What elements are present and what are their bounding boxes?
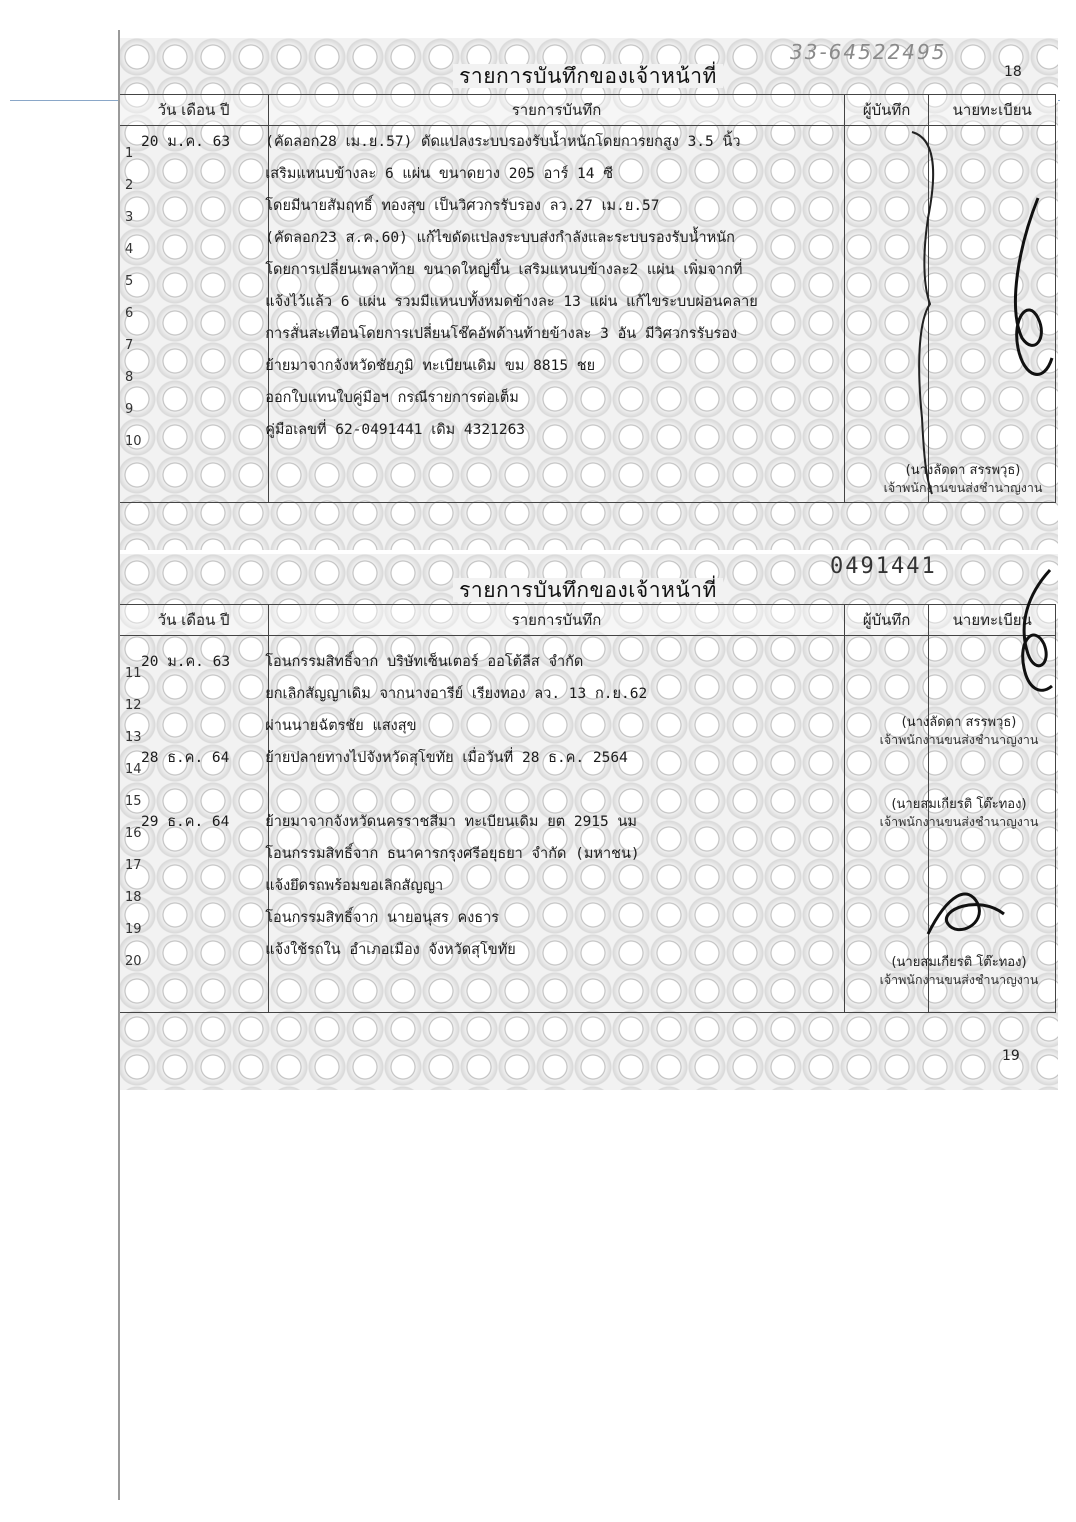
recorder-bracket-mark [898, 128, 958, 498]
entry-text: ออกใบแทนใบคู่มือฯ กรณีรายการต่อเต็ม [265, 390, 519, 406]
recorder-name: (นายสมเกียรติ โต๊ะทอง) [891, 797, 1027, 812]
recorder-name: (นางลัดดา สรรพวุธ) [905, 463, 1021, 478]
header-entry: รายการบันทึก [269, 605, 845, 636]
line-row [265, 934, 844, 966]
recorder-name: (นายสมเกียรติ โต๊ะทอง) [891, 955, 1027, 970]
line-row [119, 806, 268, 841]
line-row [265, 254, 844, 286]
line-row [119, 774, 268, 809]
entry-text: (คัดลอก23 ส.ค.60) แก้ไขดัดแปลงระบบส่งกำลังและระบบรองรับน้ำหนัก [265, 230, 735, 246]
line-row [119, 158, 268, 193]
line-row [265, 902, 844, 934]
header-recorder: ผู้บันทึก [844, 605, 929, 636]
line-row [265, 678, 844, 710]
line-row [265, 382, 844, 414]
header-registrar: นายทะเบียน [929, 95, 1056, 126]
entry-text: ผ่านนายฉัตรชัย แสงสุข [265, 718, 417, 734]
entry-text: โอนกรรมสิทธิ์จาก ธนาคารกรุงศรีอยุธยา จำกัด (มหาชน) [265, 846, 640, 862]
recorder-name: (นางลัดดา สรรพวุธ) [901, 715, 1017, 730]
record-sheet-1 [118, 38, 1058, 550]
line-number: 10 [125, 434, 142, 449]
entry-text: โดยการเปลี่ยนเพลาท้าย ขนาดใหญ่ขึ้น เสริมแหนบข้างละ2 แผ่น เพิ่มจากที่ [265, 262, 743, 278]
line-row [119, 646, 268, 681]
header-date: วัน เดือน ปี [119, 95, 269, 126]
section-1-title: รายการบันทึกของเจ้าหน้าที่ [118, 60, 1058, 93]
entry-text: แจ้งใช้รถใน อำเภอเมือง จังหวัดสุโขทัย [265, 942, 516, 958]
line-row [119, 870, 268, 905]
recorder-stamp-2 [862, 796, 1056, 830]
line-number: 12 [125, 698, 142, 713]
line-number: 11 [125, 666, 142, 681]
line-number: 13 [125, 730, 142, 745]
recorder-title: เจ้าพนักงานขนส่งชำนาญงาน [883, 480, 1043, 495]
line-row [265, 870, 844, 902]
stamp-number: 0491441 [830, 554, 937, 579]
line-row [119, 318, 268, 353]
line-row [119, 382, 268, 417]
recorder-stamp-3 [862, 954, 1056, 988]
line-number: 4 [125, 242, 134, 257]
entry-text: โอนกรรมสิทธิ์จาก บริษัทเซ็นเตอร์ ออโต้ลีส จำกัด [265, 654, 584, 670]
header-registrar: นายทะเบียน [929, 605, 1056, 636]
line-number: 18 [125, 890, 142, 905]
table-header-row [119, 605, 1056, 636]
recorder-title: เจ้าพนักงานขนส่งชำนาญงาน [879, 814, 1039, 829]
line-row [265, 646, 844, 678]
section-2-title: รายการบันทึกของเจ้าหน้าที่ [118, 574, 1058, 607]
entry-text: แจ้งไว้แล้ว 6 แผ่น รวมมีแหนบทั้งหมดข้างละ 13 แผ่น แก้ไขระบบผ่อนคลาย [265, 294, 758, 310]
date-column [119, 126, 269, 503]
line-number: 8 [125, 370, 134, 385]
line-row [265, 742, 844, 774]
line-row [119, 742, 268, 777]
line-row [119, 678, 268, 713]
page-number-bottom: 19 [1002, 1048, 1020, 1064]
entry-text: ยกเลิกสัญญาเดิม จากนางอารีย์ เรียงทอง ลว. 13 ก.ย.62 [265, 686, 648, 702]
line-number: 15 [125, 794, 142, 809]
line-row [119, 286, 268, 321]
recorder-title: เจ้าพนักงานขนส่งชำนาญงาน [879, 972, 1039, 987]
entry-date: 20 ม.ค. 63 [141, 654, 231, 670]
line-number: 7 [125, 338, 134, 353]
line-row [265, 318, 844, 350]
line-row [119, 126, 268, 161]
line-number: 14 [125, 762, 142, 777]
entry-text: ย้ายมาจากจังหวัดนครราชสีมา ทะเบียนเดิม ยต 2915 นม [265, 814, 637, 830]
line-row [119, 710, 268, 745]
line-row [265, 190, 844, 222]
entry-text: การสั่นสะเทือนโดยการเปลี่ยนโช๊คอัพด้านท้ายข้างละ 3 อัน มีวิศวกรรับรอง [265, 326, 738, 342]
line-number: 9 [125, 402, 134, 417]
page-number-top: 18 [1004, 64, 1022, 80]
line-row [265, 286, 844, 318]
line-row [265, 158, 844, 190]
entry-text: โดยมีนายสัมฤทธิ์ ทองสุข เป็นวิศวกรรับรอง ลว.27 เม.ย.57 [265, 198, 660, 214]
entry-date: 28 ธ.ค. 64 [141, 750, 230, 766]
line-number: 3 [125, 210, 134, 225]
line-number: 19 [125, 922, 142, 937]
line-number: 17 [125, 858, 142, 873]
line-number: 1 [125, 146, 134, 161]
entry-text: ย้ายมาจากจังหวัดชัยภูมิ ทะเบียนเดิม ขม 8815 ชย [265, 358, 596, 374]
line-number: 5 [125, 274, 134, 289]
line-row [119, 838, 268, 873]
line-row [265, 350, 844, 382]
entry-text: คู่มือเลขที่ 62-0491441 เดิม 4321263 [265, 422, 526, 438]
line-row [265, 838, 844, 870]
entry-text: ย้ายปลายทางไปจังหวัดสุโขทัย เมื่อวันที่ 28 ธ.ค. 2564 [265, 750, 628, 766]
date-column [119, 636, 269, 1013]
registrar-signature [978, 188, 1058, 388]
line-number: 6 [125, 306, 134, 321]
line-row [265, 126, 844, 158]
recorder-signature [908, 874, 1018, 954]
line-number: 2 [125, 178, 134, 193]
registrar-signature [988, 564, 1058, 714]
line-row [119, 254, 268, 289]
page-left-edge [118, 30, 120, 1500]
header-date: วัน เดือน ปี [119, 605, 269, 636]
entry-text: (คัดลอก28 เม.ย.57) ดัดแปลงระบบรองรับน้ำหนักโดยการยกสูง 3.5 นิ้ว [265, 134, 741, 150]
line-row [265, 222, 844, 254]
line-row [119, 902, 268, 937]
line-row [119, 414, 268, 449]
line-row [265, 710, 844, 742]
entry-column [265, 126, 845, 503]
line-row [265, 414, 844, 446]
entry-text: แจ้งยึดรถพร้อมขอเลิกสัญญา [265, 878, 444, 894]
line-row [119, 190, 268, 225]
header-recorder: ผู้บันทึก [844, 95, 929, 126]
line-number: 16 [125, 826, 142, 841]
line-row [269, 774, 844, 806]
line-row [119, 934, 268, 969]
entry-column [265, 636, 845, 1013]
entry-text: โอนกรรมสิทธิ์จาก นายอนุสร คงธาร [265, 910, 500, 926]
header-entry: รายการบันทึก [269, 95, 845, 126]
entry-date: 29 ธ.ค. 64 [141, 814, 230, 830]
recorder-stamp-1 [870, 462, 1056, 496]
table-header-row [119, 95, 1056, 126]
handwritten-number: 33-64522495 [790, 40, 947, 64]
record-sheet-2 [118, 554, 1058, 1090]
entry-date: 20 ม.ค. 63 [141, 134, 231, 150]
line-row [119, 222, 268, 257]
recorder-stamp-1 [862, 714, 1056, 748]
recorder-title: เจ้าพนักงานขนส่งชำนาญงาน [879, 732, 1039, 747]
entry-text: เสริมแหนบข้างละ 6 แผ่น ขนาดยาง 205 อาร์ 14 ซี [265, 166, 614, 182]
line-row [265, 806, 844, 838]
line-row [119, 350, 268, 385]
line-number: 20 [125, 954, 142, 969]
